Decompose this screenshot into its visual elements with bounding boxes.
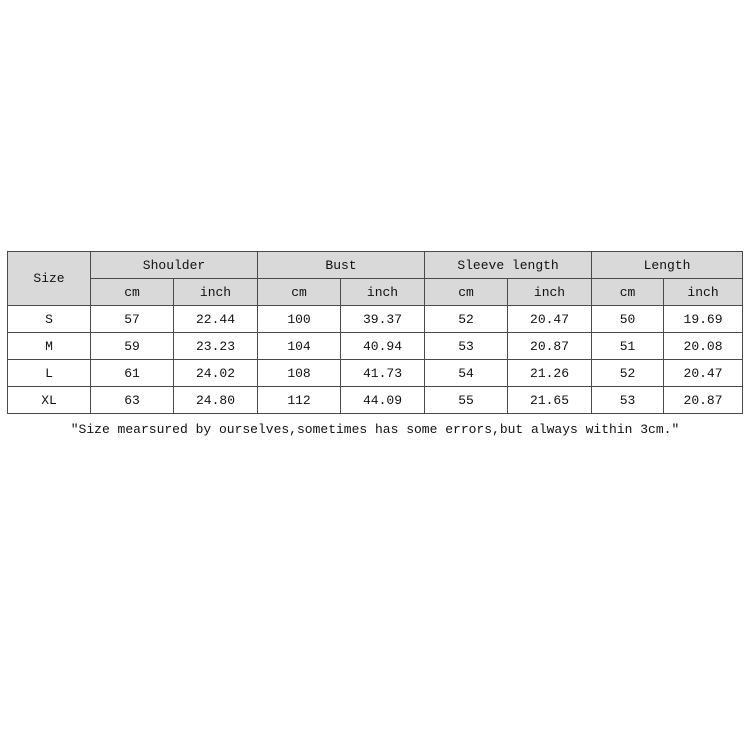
- unit-header: cm: [91, 279, 174, 306]
- unit-header: cm: [425, 279, 508, 306]
- size-cell: M: [8, 333, 91, 360]
- table-cell: 23.23: [174, 333, 258, 360]
- table-cell: 39.37: [341, 306, 425, 333]
- table-cell: 100: [258, 306, 341, 333]
- header-unit-row: [8, 279, 743, 306]
- table-cell: 55: [425, 387, 508, 414]
- size-cell: XL: [8, 387, 91, 414]
- unit-header: inch: [664, 279, 743, 306]
- table-row: [8, 360, 743, 387]
- table-cell: 41.73: [341, 360, 425, 387]
- table-row: [8, 387, 743, 414]
- length-group-header: Length: [592, 252, 743, 279]
- table-cell: 59: [91, 333, 174, 360]
- unit-header: inch: [174, 279, 258, 306]
- table-cell: 104: [258, 333, 341, 360]
- table-row: [8, 306, 743, 333]
- table-cell: 20.47: [508, 306, 592, 333]
- header-group-row: [8, 252, 743, 279]
- table-cell: 57: [91, 306, 174, 333]
- table-row: [8, 333, 743, 360]
- table-cell: 52: [425, 306, 508, 333]
- size-cell: S: [8, 306, 91, 333]
- measurement-note: "Size mearsured by ourselves,sometimes has some errors,but always within 3cm.": [70, 422, 680, 437]
- table-cell: 61: [91, 360, 174, 387]
- table-cell: 51: [592, 333, 664, 360]
- table-cell: 50: [592, 306, 664, 333]
- table-cell: 53: [425, 333, 508, 360]
- table-cell: 20.47: [664, 360, 743, 387]
- bust-group-header: Bust: [258, 252, 425, 279]
- table-cell: 44.09: [341, 387, 425, 414]
- table-cell: 22.44: [174, 306, 258, 333]
- table-cell: 52: [592, 360, 664, 387]
- table-cell: 21.26: [508, 360, 592, 387]
- table-cell: 20.87: [508, 333, 592, 360]
- table-cell: 24.02: [174, 360, 258, 387]
- size-chart-table: [7, 251, 743, 414]
- table-cell: 40.94: [341, 333, 425, 360]
- unit-header: cm: [258, 279, 341, 306]
- size-column-header: Size: [8, 252, 91, 306]
- unit-header: inch: [341, 279, 425, 306]
- table-cell: 54: [425, 360, 508, 387]
- table-cell: 20.87: [664, 387, 743, 414]
- table-cell: 63: [91, 387, 174, 414]
- sleeve-length-group-header: Sleeve length: [425, 252, 592, 279]
- table-cell: 108: [258, 360, 341, 387]
- shoulder-group-header: Shoulder: [91, 252, 258, 279]
- table-cell: 20.08: [664, 333, 743, 360]
- table-cell: 21.65: [508, 387, 592, 414]
- unit-header: cm: [592, 279, 664, 306]
- unit-header: inch: [508, 279, 592, 306]
- size-cell: L: [8, 360, 91, 387]
- table-cell: 19.69: [664, 306, 743, 333]
- table-cell: 24.80: [174, 387, 258, 414]
- table-cell: 53: [592, 387, 664, 414]
- table-cell: 112: [258, 387, 341, 414]
